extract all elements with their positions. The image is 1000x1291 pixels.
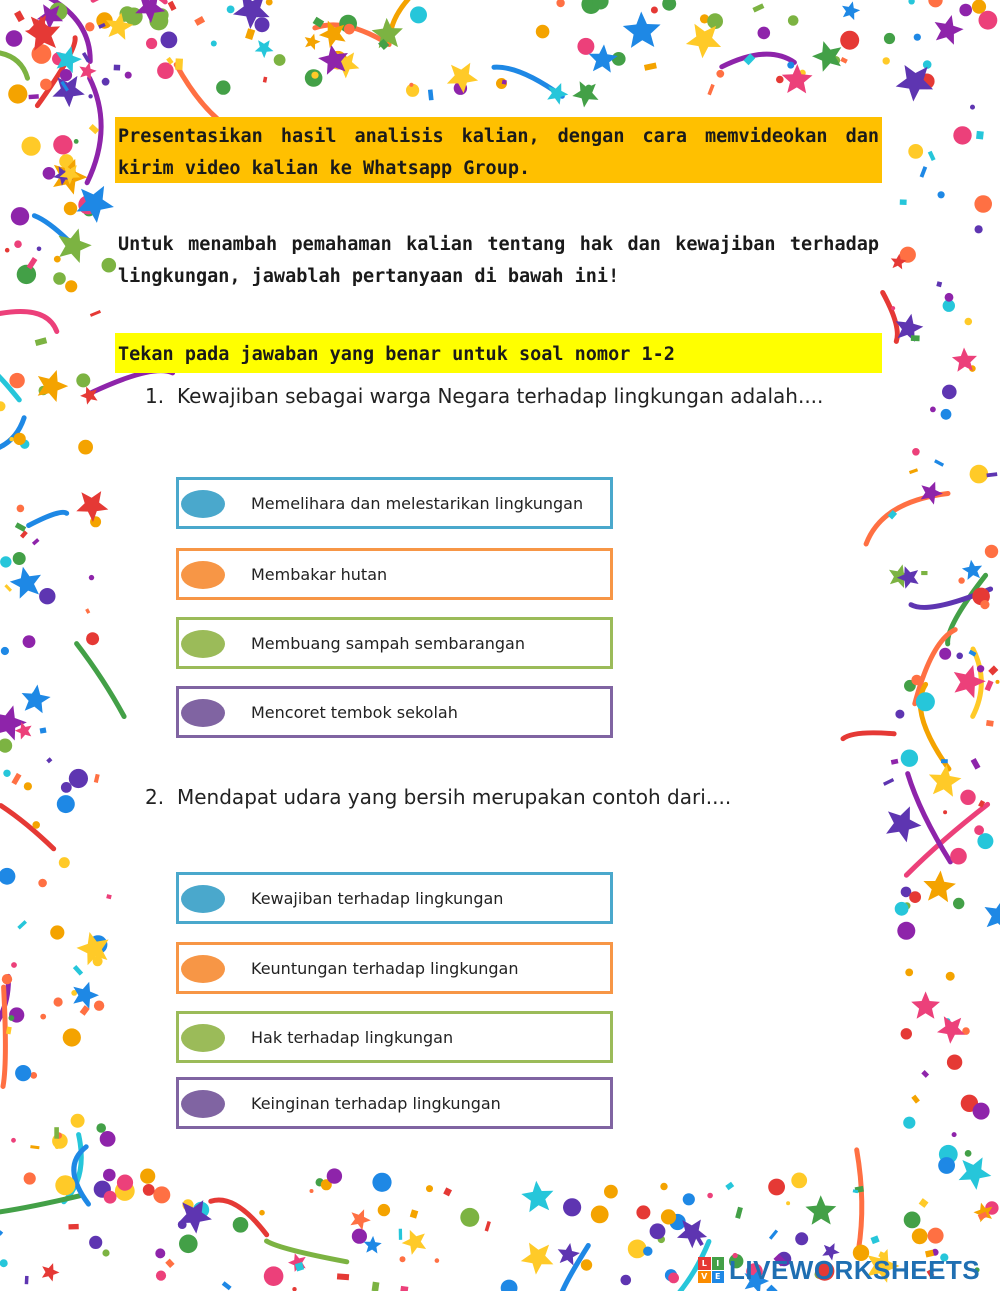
liveworksheets-brand[interactable] [698, 1252, 980, 1288]
option-bullet [181, 490, 225, 518]
option-label: Mencoret tembok sekolah [251, 702, 458, 722]
presentation-instruction-text: Presentasikan hasil analisis kalian, dengan cara memvideokan dan kirim video kalian ke Whatsapp Group. [118, 126, 879, 179]
option-label: Hak terhadap lingkungan [251, 1027, 454, 1047]
option-bullet [181, 885, 225, 913]
option-bullet [181, 1090, 225, 1118]
q1-option-d[interactable] [176, 686, 613, 738]
logo-letter: V [698, 1271, 711, 1284]
q2-option-c[interactable] [176, 1011, 613, 1063]
option-label: Keuntungan terhadap lingkungan [251, 958, 519, 978]
question-text: Mendapat udara yang bersih merupakan contoh dari.... [177, 785, 732, 809]
logo-letter: E [712, 1271, 725, 1284]
option-label: Membuang sampah sembarangan [251, 633, 525, 653]
q2-option-b[interactable] [176, 942, 613, 994]
logo-letter: L [698, 1257, 711, 1270]
q1-option-c[interactable] [176, 617, 613, 669]
question-number: 2. [145, 785, 165, 809]
option-bullet [181, 561, 225, 589]
question-1 [145, 384, 823, 408]
brand-name: LIVEWORKSHEETS [729, 1254, 981, 1285]
option-bullet [181, 1024, 225, 1052]
logo-letter: I [712, 1257, 725, 1270]
option-bullet [181, 630, 225, 658]
task-instruction-banner [115, 333, 882, 373]
q1-option-b[interactable] [176, 548, 613, 600]
question-intro: Untuk menambah pemahaman kalian tentang hak dan kewajiban terhadap lingkungan, jawablah pertanyaan di bawah ini! [118, 234, 879, 287]
option-label: Keinginan terhadap lingkungan [251, 1093, 501, 1113]
option-bullet [181, 955, 225, 983]
option-label: Kewajiban terhadap lingkungan [251, 888, 504, 908]
q2-option-a[interactable] [176, 872, 613, 924]
q1-option-a[interactable] [176, 477, 613, 529]
question-text: Kewajiban sebagai warga Negara terhadap lingkungan adalah.... [177, 384, 824, 408]
option-bullet [181, 699, 225, 727]
q2-option-d[interactable] [176, 1077, 613, 1129]
presentation-instruction-banner [115, 117, 882, 183]
option-label: Memelihara dan melestarikan lingkungan [251, 493, 584, 513]
task-instruction-text: Tekan pada jawaban yang benar untuk soal nomor 1-2 [118, 344, 675, 365]
question-2 [145, 785, 731, 809]
option-label: Membakar hutan [251, 564, 388, 584]
liveworksheets-logo-icon [698, 1257, 724, 1283]
question-number: 1. [145, 384, 165, 408]
